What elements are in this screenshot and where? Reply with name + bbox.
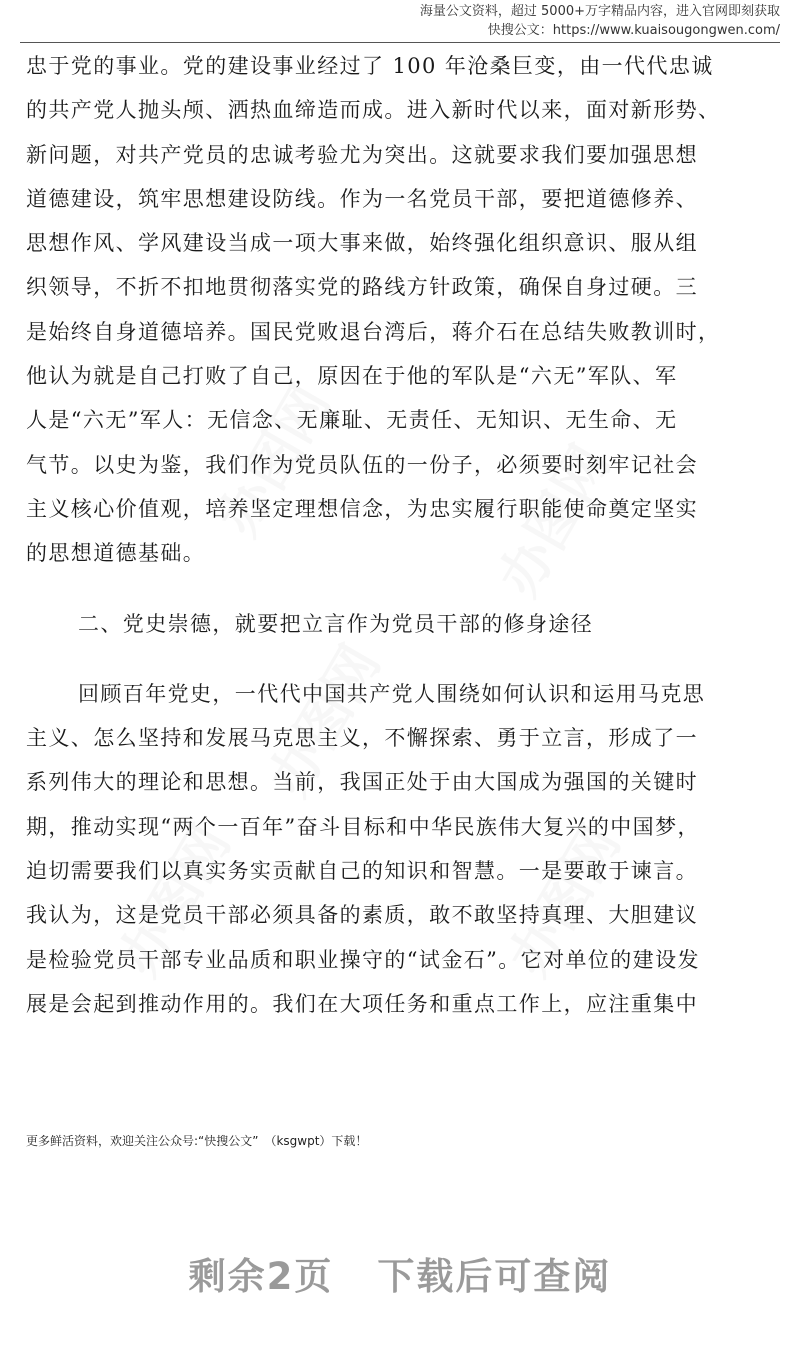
document-body xyxy=(26,44,774,1026)
watermark: 办图网 xyxy=(206,374,343,547)
text-line: 迫切需要我们以真实务实贡献自己的知识和智慧。一是要敢于谏言。 xyxy=(26,859,698,884)
text-line: 道德建设，筑牢思想建设防线。作为一名党员干部，要把道德修养、 xyxy=(26,186,698,211)
watermark: 办图网 xyxy=(486,434,623,607)
header-divider xyxy=(20,42,780,43)
text-line: 忠于党的事业。党的建设事业经过了 100 年沧桑巨变，由一代代忠诚 xyxy=(26,54,714,78)
download-to-view-text: 下载后可查阅 xyxy=(377,1255,612,1298)
text-line: 的思想道德基础。 xyxy=(26,541,206,566)
text-line: 气节。以史为鉴，我们作为党员队伍的一份子，必须要时刻牢记社会 xyxy=(26,452,698,477)
text-line: 的共产党人抛头颅、洒热血缔造而成。进入新时代以来，面对新形势、 xyxy=(26,98,721,123)
header-promo-text: 海量公文资料，超过 5000+万字精品内容，进入官网即刻获取 xyxy=(419,4,780,19)
text-line: 新问题，对共产党员的忠诚考验尤为突出。这就要求我们要加强思想 xyxy=(26,142,698,167)
text-line: 回顾百年党史，一代代中国共产党人围绕如何认识和运用马克思 xyxy=(78,681,706,706)
header-site-link[interactable]: 快搜公文：https://www.kuaisougongwen.com/ xyxy=(487,23,780,38)
text-line: 主义核心价值观，培养坚定理想信念，为忠实履行职能使命奠定坚实 xyxy=(26,496,698,521)
watermark: 办图网 xyxy=(106,814,243,987)
paragraph-gap xyxy=(26,576,774,602)
remaining-pages-banner[interactable] xyxy=(0,1246,800,1300)
text-line: 是始终自身道德培养。国民党败退台湾后，蒋介石在总结失败教训时， xyxy=(26,319,721,344)
text-line: 是检验党员干部专业品质和职业操守的“试金石”。它对单位的建设发 xyxy=(26,947,700,972)
text-line: 织领导，不折不扣地贯彻落实党的路线方针政策，确保自身过硬。三 xyxy=(26,275,698,300)
text-line: 我认为，这是党员干部必须具备的素质，敢不敢坚持真理、大胆建议 xyxy=(26,903,698,928)
text-line: 他认为就是自己打败了自己，原因在于他的军队是“六无”军队、军 xyxy=(26,364,678,389)
paragraph-2 xyxy=(26,672,774,1026)
remaining-pages-count: 剩余2页 xyxy=(188,1255,334,1298)
paragraph-1 xyxy=(26,44,774,576)
watermark: 办图网 xyxy=(256,634,393,807)
text-line: 展是会起到推动作用的。我们在大项任务和重点工作上，应注重集中 xyxy=(26,991,698,1016)
paragraph-gap xyxy=(26,646,774,672)
text-line: 主义、怎么坚持和发展马克思主义，不懈探索、勇于立言，形成了一 xyxy=(26,726,698,751)
text-line: 期，推动实现“两个一百年”奋斗目标和中华民族伟大复兴的中国梦， xyxy=(26,814,700,839)
footer-note: 更多鲜活资料，欢迎关注公众号:“快搜公文” （ksgwpt）下载！ xyxy=(26,1134,368,1148)
page-header xyxy=(420,2,780,40)
section-heading: 二、党史崇德，就要把立言作为党员干部的修身途径 xyxy=(78,611,594,636)
watermark: 办图网 xyxy=(496,814,633,987)
text-line: 思想作风、学风建设当成一项大事来做，始终强化组织意识、服从组 xyxy=(26,231,698,256)
text-line: 人是“六无”军人：无信念、无廉耻、无责任、无知识、无生命、无 xyxy=(26,408,678,433)
text-line: 系列伟大的理论和思想。当前，我国正处于由大国成为强国的关键时 xyxy=(26,770,698,795)
